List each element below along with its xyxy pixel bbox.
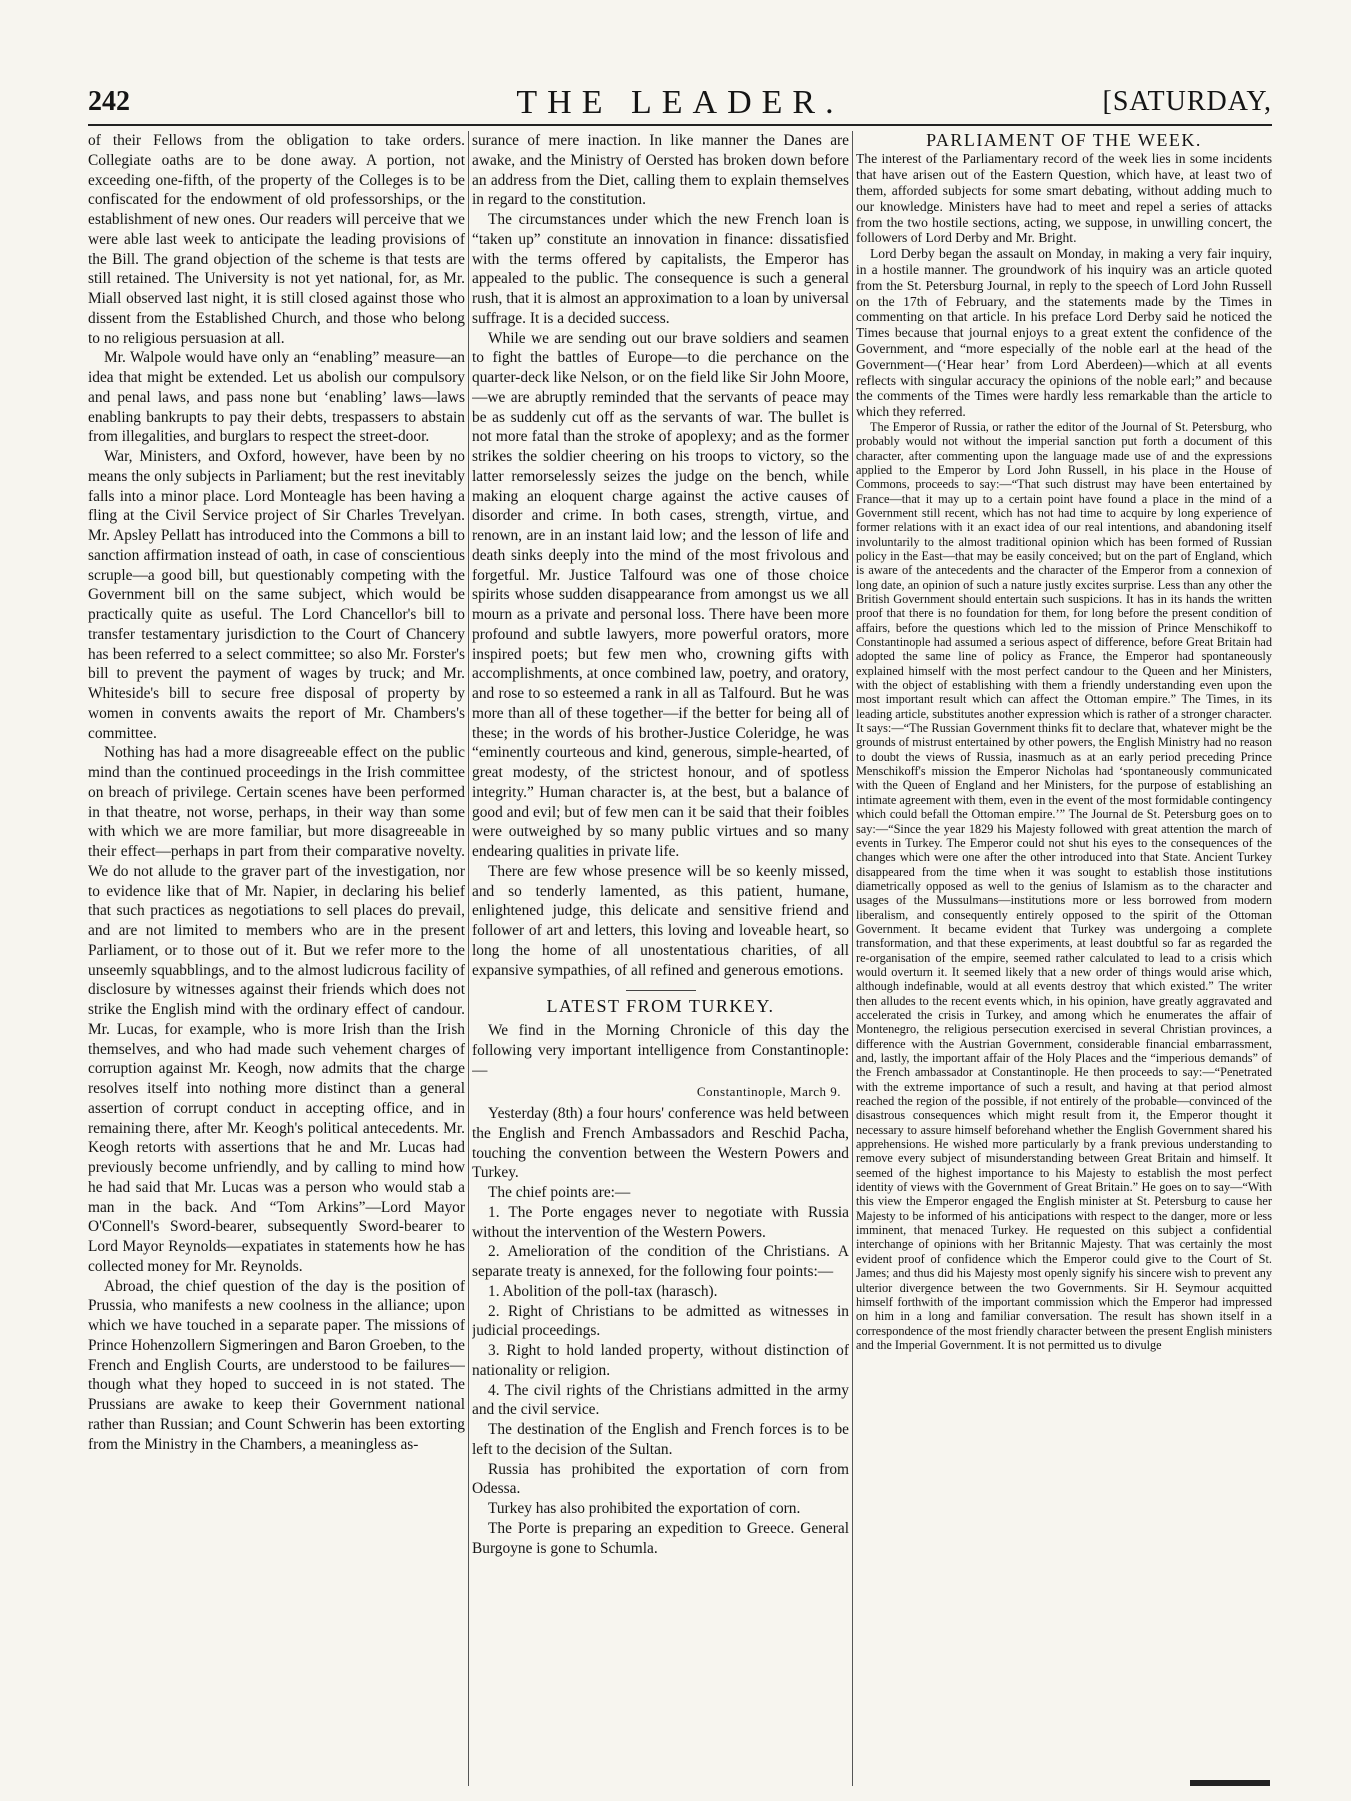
paragraph: Yesterday (8th) a four hours' conference was held between the English and French Ambassadors and Reschid Pacha, touching the convention between the Western Powers and Turkey. bbox=[472, 1105, 849, 1182]
paragraph: Lord Derby began the assault on Monday, in making a very fair inquiry, in a hostile manner. The groundwork of his inquiry was an article quoted from the St. Petersburg Journal, in reply to the speech of Lord John Russell on the 17th of February, and the statements made by the Times in commenting on that article. In his preface Lord Derby said he noticed the Times because that journal enjoys to a great extent the confidence of the Government, and “more especially of the noble earl at the head of the Government—(‘Hear hear’ from Lord Aberdeen)—which at all events reflects with singular accuracy the opinions of the noble earl;” and because the comments of the Times were hardly less remarkable than the article to which they referred. bbox=[856, 246, 1272, 420]
column-3 bbox=[856, 131, 1272, 1786]
paragraph: There are few whose presence will be so keenly missed, and so tenderly lamented, as this patient, humane, enlightened judge, this delicate and sensitive friend and follower of art and letters, this loving and loveable heart, so long the home of all unostentatious charities, of all expansive sympathies, of all refined and generous emotions. bbox=[472, 862, 849, 979]
newspaper-title: THE LEADER. bbox=[516, 84, 844, 121]
column-rule bbox=[468, 131, 469, 1786]
paragraph: of their Fellows from the obligation to take orders. Collegiate oaths are to be done away. A portion, not exceeding one-fifth, of the property of the Colleges is to be confiscated for the endowment of old professorships, or the establishment of new ones. Our readers will perceive that we were able last week to anticipate the leading provisions of the Bill. The grand objection of the scheme is that tests are still retained. The University is not yet national, for, as Mr. Miall observed last night, it is still closed against those who dissent from the Established Church, and those who belong to no religious persuasion at all. bbox=[88, 132, 465, 347]
paragraph: surance of mere inaction. In like manner the Danes are awake, and the Ministry of Oersted has broken down before an address from the Diet, calling them to explain themselves in regard to the constitution. bbox=[472, 132, 849, 209]
paragraph: War, Ministers, and Oxford, however, have been by no means the only subjects in Parliament; but the rest inevitably falls into a minor place. Lord Monteagle has been having a fling at the Civil Service project of Sir Charles Trevelyan. Mr. Apsley Pellatt has introduced into the Commons a bill to sanction affirmation instead of oath, in case of conscientious scruple—a good bill, but questionably competing with the Government bill on the same subject, which would be practically quite as useful. The Lord Chancellor's bill to transfer testamentary jurisdiction to the Court of Chancery has been referred to a select committee; so also Mr. Forster's bill to prevent the payment of wages by truck; and Mr. Whiteside's bill to secure free disposal of property by women in convents awaits the report of Mr. Chambers's committee. bbox=[88, 448, 465, 742]
section-heading-parliament: PARLIAMENT OF THE WEEK. bbox=[926, 131, 1202, 150]
paragraph: The destination of the English and French forces is to be left to the decision of the Sultan. bbox=[472, 1421, 849, 1458]
issue-day: [SATURDAY, bbox=[1102, 86, 1272, 117]
paragraph: The circumstances under which the new French loan is “taken up” constitute an innovation in finance: dissatisfied with the terms offered by capitalists, the Emperor has appealed to the public. The consequence is such a general rush, that it is almost an approximation to a loan by universal suffrage. It is a decided success. bbox=[472, 211, 849, 327]
paragraph: We find in the Morning Chronicle of this day the following very important intelligence from Constantinople:— bbox=[472, 1022, 849, 1079]
list-item: 2. Right of Christians to be admitted as witnesses in judicial proceedings. bbox=[472, 1302, 849, 1340]
column-rule bbox=[852, 131, 853, 1786]
dateline: Constantinople, March 9. bbox=[696, 1084, 841, 1100]
paragraph: Mr. Walpole would have only an “enabling” measure—an idea that might be extended. Let us abolish our compulsory and penal laws, and pass none but ‘enabling’ laws—laws enabling bankrupts to pay their debts, trespassers to abstain from illegalities, and burglars to respect the street-door. bbox=[88, 349, 465, 446]
list-item: 1. The Porte engages never to negotiate with Russia without the intervention of the Western Powers. bbox=[472, 1203, 849, 1241]
column-1 bbox=[88, 131, 465, 1786]
section-heading-turkey: LATEST FROM TURKEY. bbox=[546, 996, 775, 1017]
paragraph: While we are sending out our brave soldiers and seamen to fight the battles of Europe—to die perchance on the quarter-deck like Nelson, or on the field like Sir John Moore,—we are abruptly reminded that the servants of peace may be as suddenly cut off as the servants of war. The bullet is not more fatal than the stroke of apoplexy; and as the former strikes the soldier cheering on his troops to victory, so the latter remorselessly seizes the judge on the bench, while making an eloquent charge against the active causes of disorder and crime. In both cases, strength, virtue, and renown, are in an instant laid low; and the lesson of life and death sinks deeply into the mind of the most frivolous and forgetful. Mr. Justice Talfourd was one of those choice spirits whose sudden disappearance from amongst us we all mourn as a private and personal loss. There have been more profound and subtle lawyers, more powerful orators, more inspired poets; but few men who, crowning gifts with accomplishments, at once combined law, poetry, and oratory, and rose to so esteemed a rank in all as Talfourd. But he was more than all of these together—if the better for being all of these; in the words of his brother-Justice Coleridge, he was “eminently courteous and kind, generous, simple-hearted, of great modesty, of the strictest honour, and of spotless integrity.” Human character is, at the best, but a balance of good and evil; but of few men can it be said that their foibles were outweighed by so many public virtues and so many endearing qualities in private life. bbox=[472, 329, 849, 860]
list-item: 2. Amelioration of the condition of the Christians. A separate treaty is annexed, for the following four points:— bbox=[472, 1243, 849, 1280]
page-number: 242 bbox=[88, 86, 130, 117]
paragraph: Turkey has also prohibited the exportation of corn. bbox=[488, 1500, 801, 1517]
paragraph: The chief points are:— bbox=[488, 1184, 631, 1201]
section-separator bbox=[626, 990, 696, 991]
list-item: 4. The civil rights of the Christians admitted in the army and the civil service. bbox=[472, 1381, 849, 1419]
paragraph: Russia has prohibited the exportation of corn from Odessa. bbox=[472, 1460, 849, 1498]
list-item: 3. Right to hold landed property, without distinction of nationality or religion. bbox=[472, 1342, 849, 1379]
column-2 bbox=[472, 131, 849, 1786]
paragraph: Nothing has had a more disagreeable effect on the public mind than the continued proceedings in the Irish committee on breach of privilege. Certain scenes have been performed in that theatre, not worse, perhaps, in their way than some with which we are more familiar, but more disagreeable in their effect—perhaps in part from their comparative novelty. We do not allude to the graver part of the investigation, nor to evidence like that of Mr. Napier, in declaring his belief that such practices as negotiations to sell places do prevail, and are not limited to members who are in the present Parliament, or to those out of it. But we refer more to the unseemly squabblings, and to the almost ludicrous facility of disclosure by witnesses against their friends which does not strike the English mind with the ordinary effect of candour. Mr. Lucas, for example, who is more Irish than the Irish themselves, and who had made such vehement charges of corruption against Mr. Keogh, now admits that the charge resolves itself into nothing more distinct than a general assertion of corrupt conduct in accepting office, and in remaining there, after Mr. Keogh's political antecedents. Mr. Keogh retorts with assertions that he and Mr. Lucas had previously become unfriendly, and by calling to mind how he had said that Mr. Lucas was a person who would stab a man in the back. And “Tom Arkins”—Lord Mayor O'Connell's Sword-bearer, subsequently Sword-bearer to Lord Mayor Reynolds—expatiates in statements how he has collected money for Mr. Reynolds. bbox=[88, 744, 465, 1275]
header-rule bbox=[88, 124, 1272, 126]
paragraph: The interest of the Parliamentary record of the week lies in some incidents that have arisen out of the Eastern Question, which have, at least two of them, afforded subjects for some smart debating, without adding much to our knowledge. Ministers have had to meet and repel a series of attacks from the two hostile sections, acting, we suppose, in unwilling concert, the followers of Lord Derby and Mr. Bright. bbox=[856, 151, 1272, 246]
footer-mark bbox=[1190, 1780, 1270, 1786]
paragraph: The Porte is preparing an expedition to Greece. General Burgoyne is gone to Schumla. bbox=[472, 1519, 849, 1557]
paragraph: Abroad, the chief question of the day is the position of Prussia, who manifests a new coolness in the alliance; upon which we have touched in a separate paper. The missions of Prince Hohenzollern Sigmeringen and Baron Groeben, to the French and English Courts, are understood to be failures—though what they hoped to succeed in is not stated. The Prussians are awake to keep their Government national rather than Russian; and Count Schwerin has been extorting from the Ministry in the Chambers, a meaningless as- bbox=[88, 1277, 465, 1453]
list-item: 1. Abolition of the poll-tax (harasch). bbox=[488, 1282, 718, 1300]
masthead bbox=[88, 86, 1272, 126]
points-list bbox=[472, 1203, 849, 1420]
paragraph: The Emperor of Russia, or rather the editor of the Journal of St. Petersburg, who probably would not without the imperial sanction put forth a document of this character, after commenting upon the language made use of and the expressions applied to the Emperor by Lord John Russell, in his place in the House of Commons, proceeds to say:—“That such distrust may have been entertained by France—that it may up to a certain point have found a place in the mind of a Government still recent, which has not had time to acquire by long experience of former relations with it an exact idea of our real intentions, and abandoning itself involuntarily to the almost traditional opinion which has been formed of Russian policy in the East—that may be easily conceived; but on the part of England, which is aware of the antecedents and the character of the Emperor from a connexion of long date, an opinion of such a nature justly excites surprise. Less than any other the British Government should entertain such suspicions. It has in its hands the written proof that there is no foundation for them, for long before the present condition of affairs, before the questions which led to the mission of Prince Menschikoff to Constantinople had assumed a serious aspect of difference, before Great Britain had adopted the same line of policy as France, the Emperor had spontaneously explained himself with the most perfect candour to the Queen and her Ministers, with the object of establishing with them a friendly understanding even upon the most important result which can affect the Ottoman empire.” The Times, in its leading article, substitutes another expression which is rather of a stronger character. It says:—“The Russian Government thinks fit to declare that, whatever might be the grounds of mistrust entertained by other powers, the English Ministry had no reason to doubt the views of Russia, inasmuch as at an early period preceding Prince Menschikoff's mission the Emperor Nicholas had ‘spontaneously communicated with the Queen of England and her Ministers, for the purpose of establishing an intimate agreement with them, even in the event of the most formidable contingency which could befall the Ottoman empire.’” The Journal de St. Petersburg goes on to say:—“Since the year 1829 his Majesty followed with great attention the march of events in Turkey. The Emperor could not shut his eyes to the consequences of the changes which were one after the other introduced into that State. Ancient Turkey disappeared from the time when it was sought to establish those institutions diametrically opposed as well to the genius of Islamism as to the character and usages of the Mussulmans—institutions more or less borrowed from modern liberalism, and consequently entirely opposed to the spirit of the Ottoman Government. It became evident that Turkey was undergoing a complete transformation, and that these experiments, at least doubtful so far as regarded the re-organisation of the empire, seemed rather calculated to lead to a crisis which would overturn it. It seemed likely that a new order of things would arise which, although indefinable, would at all events destroy that which existed.” The writer then alludes to the recent events which, in his opinion, have greatly aggravated and accelerated the crisis in Turkey, and among which he enumerates the affair of Montenegro, the religious persecution exercised in several Christian provinces, a difference with the Austrian Government, considerable financial embarrassment, and, lastly, the important affair of the Holy Places and the “imperious demands” of the French ambassador at Constantinople. He then proceeds to say:—“Penetrated with the extreme importance of such a result, and having at that period almost reached the region of the possible, if not entirely of the probable—convinced of the disastrous consequences which might result from it, the Emperor thought it necessary to assure himself beforehand whether the English Government shared his apprehensions. He wished more particularly by a frank previous understanding to remove every subject of misunderstanding between Great Britain and himself. It seemed of the highest importance to his Majesty to establish the most perfect identity of views with the Government of Great Britain.” He goes on to say—“With this view the Emperor engaged the English minister at St. Petersburg to cause her Majesty to be informed of his anticipations with respect to the danger, more or less imminent, that menaced Turkey. He requested on this subject a confidential interchange of opinions with her Britannic Majesty. That was certainly the most evident proof of confidence which the Emperor could give to the Court of St. James; and thus did his Majesty most openly signify his sincere wish to prevent any ulterior divergence between the two Governments. Sir H. Seymour acquitted himself forthwith of the important commission which the Emperor had impressed on him in a long and familiar conversation. The result has shown itself in a correspondence of the most friendly character between the present English ministers and the Imperial Government. It is not permitted us to divulge bbox=[856, 419, 1272, 1352]
